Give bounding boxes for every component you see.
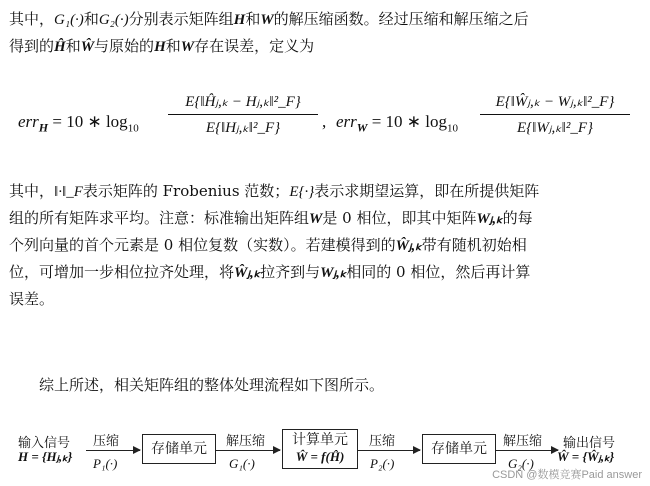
- math-W: W: [260, 12, 274, 28]
- math-What-jk: Ŵⱼ,ₖ: [234, 265, 261, 281]
- log-base: 10: [447, 122, 459, 135]
- intro-line-2: [9, 33, 641, 60]
- text: 与原始的: [94, 37, 155, 55]
- intro-line-1: [9, 6, 641, 33]
- fraction-H: [168, 92, 318, 137]
- arrow-3: [358, 450, 420, 451]
- math-Wjk: Wⱼ,ₖ: [476, 211, 503, 227]
- compute-unit: [282, 429, 358, 469]
- paragraph-intro: [9, 6, 641, 60]
- input-expr: H = {Hⱼ,ₖ}: [18, 449, 73, 464]
- err-subscript: W: [356, 120, 368, 135]
- def-line-1: [9, 178, 641, 205]
- text: 误差。: [9, 290, 55, 308]
- comma: ,: [322, 112, 327, 131]
- text: 组的所有矩阵求平均。注意：标准输出矩阵组: [9, 209, 310, 227]
- decompress-label-2: 解压缩: [503, 434, 543, 449]
- text: 和: [165, 37, 181, 55]
- text: 和: [65, 37, 81, 55]
- err-symbol: err: [336, 112, 357, 131]
- def-line-3: [9, 232, 641, 259]
- text: 表示求期望运算，即在所提供矩阵: [314, 182, 540, 200]
- def-line-5: [9, 286, 641, 312]
- math-expectation: E{·}: [289, 184, 315, 200]
- errH-lhs: [18, 112, 139, 135]
- paragraph-definitions: [9, 178, 641, 312]
- numerator-W: E{‖Ŵⱼ,ₖ − Wⱼ,ₖ‖²_F}: [480, 92, 630, 115]
- text: 其中，: [9, 182, 55, 200]
- g1-label: G₁(·): [229, 456, 255, 471]
- numerator-H: E{‖Ĥⱼ,ₖ − Hⱼ,ₖ‖²_F}: [168, 92, 318, 115]
- text: 存在误差，定义为: [194, 37, 315, 55]
- math-g2: G₂(·): [98, 12, 129, 28]
- watermark: CSDN @数模竞赛Paid answer: [492, 469, 642, 481]
- text: 拉齐到与: [260, 263, 321, 281]
- text: 位，可增加一步相位拉齐处理，将: [9, 263, 235, 281]
- text: 相同的 0 相位，然后再计算: [346, 263, 531, 281]
- arrow-1: [86, 450, 140, 451]
- text: 的每: [502, 209, 533, 227]
- g2-label: G₂(·): [508, 456, 534, 471]
- compute-expr: Ŵ = f(Ĥ): [295, 449, 345, 464]
- arrow-4: [496, 450, 558, 451]
- arrow-2: [216, 450, 280, 451]
- math-What-jk: Ŵⱼ,ₖ: [395, 238, 422, 254]
- output-label: 输出信号: [563, 436, 616, 451]
- denominator-H: E{‖Hⱼ,ₖ‖²_F}: [205, 120, 281, 136]
- compute-title: 计算单元: [292, 432, 348, 448]
- text: 分别表示矩阵组: [128, 10, 234, 28]
- compress-label-1: 压缩: [93, 434, 120, 449]
- storage-unit-1: 存储单元: [142, 434, 216, 464]
- error-equation: [18, 88, 618, 166]
- def-line-2: [9, 205, 641, 232]
- math-W: W: [309, 211, 323, 227]
- math-norm: ‖·‖_F: [54, 184, 83, 200]
- err-subscript: H: [38, 120, 49, 135]
- log-base: 10: [127, 122, 139, 135]
- text: 表示矩阵的 Frobenius 范数；: [82, 182, 290, 200]
- math-W: W: [180, 39, 195, 55]
- output-expr: Ŵ = {Ŵⱼ,ₖ}: [557, 449, 615, 464]
- paragraph-summary: 综上所述，相关矩阵组的整体处理流程如下图所示。: [39, 376, 385, 394]
- math-H: H: [154, 39, 166, 55]
- math-Hhat: Ĥ: [54, 39, 66, 55]
- err-symbol: err: [18, 112, 39, 131]
- input-label: 输入信号: [18, 436, 71, 451]
- decompress-label-1: 解压缩: [226, 434, 266, 449]
- def-line-4: [9, 259, 641, 286]
- p2-label: P₂(·): [370, 456, 395, 471]
- text: 其中，: [9, 10, 55, 28]
- text: 和: [245, 10, 261, 28]
- text: 是 0 相位，即其中矩阵: [322, 209, 477, 227]
- log-expr: = 10 ∗ log: [52, 112, 128, 131]
- p1-label: P₁(·): [93, 456, 118, 471]
- text: 和: [83, 10, 99, 28]
- denominator-W: E{‖Wⱼ,ₖ‖²_F}: [517, 120, 593, 136]
- math-What: Ŵ: [80, 39, 95, 55]
- math-g1: G₁(·): [54, 12, 84, 28]
- math-H: H: [233, 12, 246, 28]
- text: 带有随机初始相: [421, 236, 527, 254]
- log-expr: = 10 ∗ log: [371, 112, 448, 131]
- errW-lhs: [336, 112, 458, 135]
- text: 的解压缩函数。经过压缩和解压缩之后: [273, 10, 529, 28]
- fraction-W: [480, 92, 630, 137]
- storage-unit-2: 存储单元: [422, 434, 496, 464]
- math-Wjk: Wⱼ,ₖ: [320, 265, 347, 281]
- text: 得到的: [9, 37, 55, 55]
- compress-label-2: 压缩: [369, 434, 396, 449]
- text: 个列向量的首个元素是 0 相位复数（实数）。若建模得到的: [9, 236, 396, 254]
